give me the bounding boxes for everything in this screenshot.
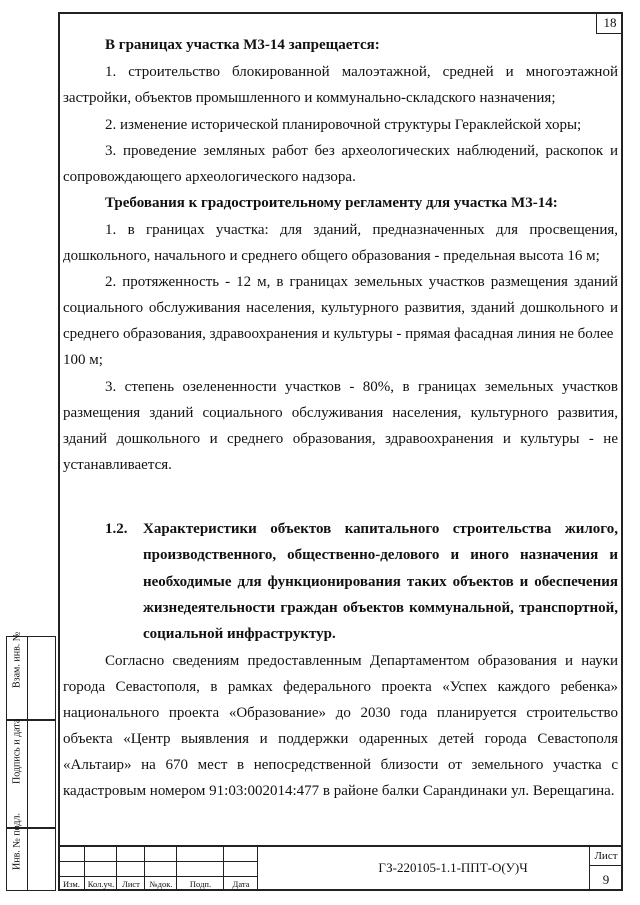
requirements-title: Требования к градостроительному регламенту для участка М3-14: xyxy=(105,195,558,211)
side-stamp-label: Взам. инв. № xyxy=(11,631,23,688)
section-heading-line: жизнедеятельности граждан объектов коммунальной, транспортной, xyxy=(143,600,618,616)
body-line: национального проекта «Образование» до 2030 года планируется строительство xyxy=(63,705,618,721)
requirements-item-3-line2: размещения зданий социального обслуживания населения, культурного развития, xyxy=(63,405,618,421)
requirements-item-2-line1: 2. протяженность - 12 м, в границах земельных участков размещения зданий xyxy=(105,274,618,290)
top-page-number: 18 xyxy=(596,12,623,34)
section-heading-line: социальной инфраструктур. xyxy=(143,626,336,642)
body-line: кадастровым номером 91:03:002014:477 в районе балки Сарандинаки ул. Верещагина. xyxy=(63,783,615,799)
requirements-item-1-line1: 1. в границах участка: для зданий, предназначенных для просвещения, xyxy=(105,222,618,238)
prohibited-item-1-line1: 1. строительство блокированной малоэтажной, средней и многоэтажной xyxy=(105,64,618,80)
body-line: «Альтаир» на 670 мест в непосредственной близости от земельного участка с xyxy=(63,757,618,773)
document-code: ГЗ-220105-1.1-ППТ-О(У)Ч xyxy=(378,860,528,875)
sheet-box xyxy=(589,847,622,891)
requirements-item-3-line4: устанавливается. xyxy=(63,457,172,473)
requirements-item-2-line3: среднего образования, здравоохранения и культуры - прямая фасадная линия не более xyxy=(63,326,614,342)
col-data: Дата xyxy=(232,879,250,889)
col-ndok: №док. xyxy=(149,879,173,889)
body-line: Согласно сведениям предоставленным Департаментом образования и науки xyxy=(105,653,618,669)
side-stamp-vzam xyxy=(6,631,56,720)
sheet-label: Лист xyxy=(594,850,618,862)
section-heading-line: Характеристики объектов капитального строительства жилого, xyxy=(143,521,618,537)
requirements-item-3-line3: зданий дошкольного и среднего образования, здравоохранения и культуры - не xyxy=(63,431,618,447)
body-line: объекта «Центр выявления и поддержки одаренных детей города Севастополя xyxy=(63,731,618,747)
title-block xyxy=(58,845,623,891)
side-stamp-label: Инв. № подл. xyxy=(11,812,23,870)
prohibited-item-1-line2: застройки, объектов промышленного и коммунально-складского назначения; xyxy=(63,90,556,106)
col-list: Лист xyxy=(122,879,140,889)
prohibited-item-2-line1: 2. изменение исторической планировочной структуры Гераклейской хоры; xyxy=(105,117,582,133)
col-koluch: Кол.уч. xyxy=(87,879,115,889)
col-podp: Подп. xyxy=(189,879,212,889)
requirements-item-2-line2: социального обслуживания населения, культурного развития, зданий дошкольного и xyxy=(63,300,618,316)
side-stamp-podpis xyxy=(6,720,56,828)
requirements-item-2-line4: 100 м; xyxy=(63,352,103,368)
prohibited-item-3-line2: сопровождающего археологического надзора. xyxy=(63,169,356,185)
section-heading-line: необходимые для функционирования таких объектов и обеспечения xyxy=(143,574,618,590)
side-stamp-inv xyxy=(6,812,56,891)
body-line: города Севастополя, в рамках федерального проекта «Успех каждого ребенка» xyxy=(63,679,618,695)
prohibited-title: В границах участка М3-14 запрещается: xyxy=(105,37,380,53)
sheet-number: 9 xyxy=(602,872,610,887)
section-heading-line: производственного, общественно-делового и иного назначения и xyxy=(143,547,618,563)
requirements-item-3-line1: 3. степень озелененности участков - 80%, в границах земельных участков xyxy=(105,379,618,395)
section-number: 1.2. xyxy=(105,521,128,537)
requirements-item-1-line2: дошкольного, начального и среднего общего образования - предельная высота 16 м; xyxy=(63,248,600,264)
side-stamp-label: Подпись и дата xyxy=(11,718,23,784)
col-izm: Изм. xyxy=(63,879,80,889)
prohibited-item-3-line1: 3. проведение земляных работ без археологических наблюдений, раскопок и xyxy=(105,143,618,159)
